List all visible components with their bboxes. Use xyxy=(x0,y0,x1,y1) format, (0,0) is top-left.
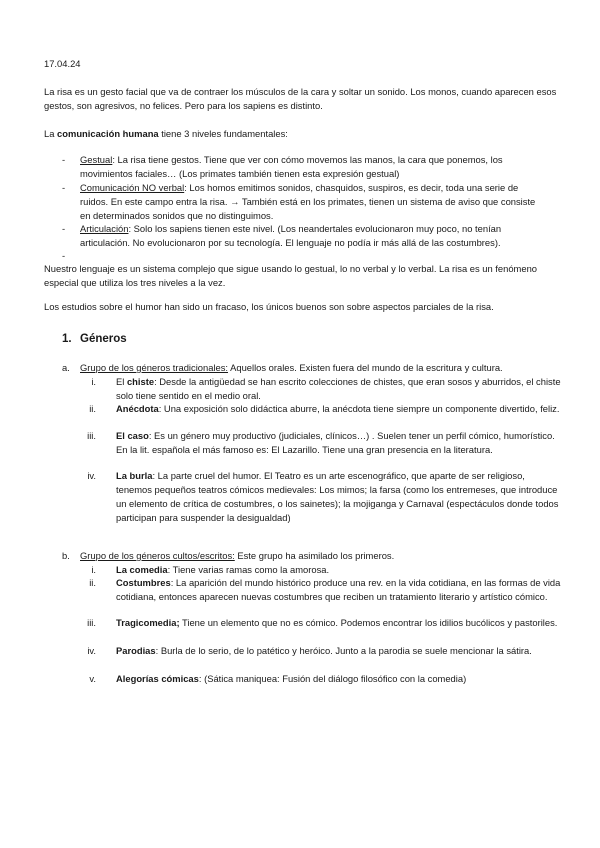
list-item-comedia xyxy=(116,563,562,577)
list-item-burla xyxy=(116,469,562,525)
level-dash-2: - xyxy=(62,182,66,193)
list-item-anecdota xyxy=(116,402,562,416)
item-text: Tiene un elemento que no es cómico. Podemos encontrar los idilios bucólicos y pastoriles. xyxy=(179,617,558,628)
list-item-costumbres xyxy=(116,576,562,604)
item-term: Parodias xyxy=(116,645,156,656)
comm-prefix: La xyxy=(44,128,58,139)
group-b-text: Este grupo ha asimilado los primeros. xyxy=(234,550,395,561)
section-title: Géneros xyxy=(80,333,127,345)
item-text: : Tiene varias ramas como la amorosa. xyxy=(167,564,330,575)
item-text: : Una exposición solo didáctica aburre, la anécdota tiene siempre un componente divertido, feliz. xyxy=(158,403,560,414)
roman-b-1: i. xyxy=(91,564,96,575)
item-text: : Desde la antigüedad se han escrito colecciones de chistes, que eran sosos y aburridos, el chiste solo tiene sentido en el medio oral. xyxy=(116,376,561,401)
item-text: : La parte cruel del humor. El Teatro es un arte escenográfico, que aparte de ser religioso, tenemos pequeños teatros cómicos medievales: Los mimos; la farsa (como los entremeses, que introduce un elemento de crítica de costumbres, o los sainetes); la mojiganga y Carnaval (espectáculos donde todos participan para suspender la desigualdad) xyxy=(116,470,559,523)
item-term: Anécdota xyxy=(116,403,159,414)
level-item-gestual xyxy=(80,153,548,181)
group-b-letter: b. xyxy=(62,550,70,561)
comm-bold: comunicación humana xyxy=(57,128,159,139)
empty-dash: - xyxy=(62,250,66,261)
studies-paragraph: Los estudios sobre el humor han sido un fracaso, los únicos buenos son sobre aspectos parciales de la risa. xyxy=(44,301,494,312)
item-text: : Burla de lo serio, de lo patético y heróico. Junto a la parodia se suele mencionar la sátira. xyxy=(155,645,532,656)
level-dash-1: - xyxy=(62,154,66,165)
section-heading xyxy=(62,332,127,346)
level-item-articulacion xyxy=(80,222,548,250)
roman-a-4: iv. xyxy=(87,470,96,481)
group-b-term: Grupo de los géneros cultos/escritos: xyxy=(80,550,235,561)
level-text: : La risa tiene gestos. Tiene que ver con cómo movemos las manos, la cara que ponemos, los movimientos faciales… (Los primates también tienen esta expresión gestual) xyxy=(80,154,503,179)
roman-b-5: v. xyxy=(89,673,96,684)
roman-b-4: iv. xyxy=(87,645,96,656)
list-item-alegorias xyxy=(116,672,562,686)
list-item-tragicomedia xyxy=(116,616,562,630)
item-term: El caso xyxy=(116,430,149,441)
item-term: Tragicomedia; xyxy=(116,617,180,628)
roman-a-1: i. xyxy=(91,376,96,387)
item-text: : La aparición del mundo histórico produce una rev. en la vida cotidiana, en las formas de vida cotidiana, entonces aparecen nuevas costumbres que reciben un tratamiento literario y artístico cómico. xyxy=(116,577,561,602)
item-text: : Es un género muy productivo (judiciales, clínicos…) . Suelen tener un perfil cómico, humorístico. En la lit. española el más famoso es: El Lazarillo. Tiene una gran presencia en la literatura. xyxy=(116,430,555,455)
level-item-no-verbal xyxy=(80,181,548,223)
item-term: Costumbres xyxy=(116,577,171,588)
item-term: Alegorías cómicas xyxy=(116,673,199,684)
level-text: : Solo los sapiens tienen este nivel. (Los neandertales evolucionaron muy poco, no tenían articulación. No evolucionaron por su tecnología. El lenguaje no podía ir más allá de las costumbres). xyxy=(80,223,502,248)
item-pre: El xyxy=(116,376,127,387)
list-item-parodias xyxy=(116,644,562,658)
group-a-heading xyxy=(80,361,550,375)
roman-a-2: ii. xyxy=(89,403,96,414)
level-term: Gestual xyxy=(80,154,113,165)
roman-b-3: iii. xyxy=(87,617,96,628)
list-item-caso xyxy=(116,429,562,457)
group-b-heading xyxy=(80,549,550,563)
level-term: Articulación xyxy=(80,223,129,234)
roman-a-3: iii. xyxy=(87,430,96,441)
item-term: La burla xyxy=(116,470,153,481)
list-item-chiste xyxy=(116,375,562,403)
roman-b-2: ii. xyxy=(89,577,96,588)
communication-line xyxy=(44,127,558,141)
date-line: 17.04.24 xyxy=(44,58,81,69)
item-text: : (Sática maniquea: Fusión del diálogo filosófico con la comedia) xyxy=(198,673,467,684)
level-text: : Los homos emitimos sonidos, chasquidos, suspiros, es decir, toda una serie de ruidos. En este campo entra la risa. → También está en los primates, tienen un sistema de aviso que consiste en determinados sonidos que no distinguimos. xyxy=(80,182,536,221)
group-a-text: Aquellos orales. Existen fuera del mundo de la escritura y cultura. xyxy=(228,362,503,373)
item-term: chiste xyxy=(126,376,155,387)
section-number: 1. xyxy=(62,333,72,345)
level-term: Comunicación NO verbal xyxy=(80,182,185,193)
comm-suffix: tiene 3 niveles fundamentales: xyxy=(158,128,288,139)
intro-paragraph: La risa es un gesto facial que va de contraer los músculos de la cara y soltar un sonido. Los monos, cuando aparecen esos gestos, son agresivos, no felices. Pero para los sapiens es distinto. xyxy=(44,86,557,111)
group-a-term: Grupo de los géneros tradicionales: xyxy=(80,362,229,373)
level-dash-3: - xyxy=(62,223,66,234)
item-term: La comedia xyxy=(116,564,168,575)
language-paragraph: Nuestro lenguaje es un sistema complejo que sigue usando lo gestual, lo no verbal y lo verbal. La risa es un fenómeno especial que utiliza los tres niveles a la vez. xyxy=(44,263,538,288)
group-a-letter: a. xyxy=(62,362,70,373)
